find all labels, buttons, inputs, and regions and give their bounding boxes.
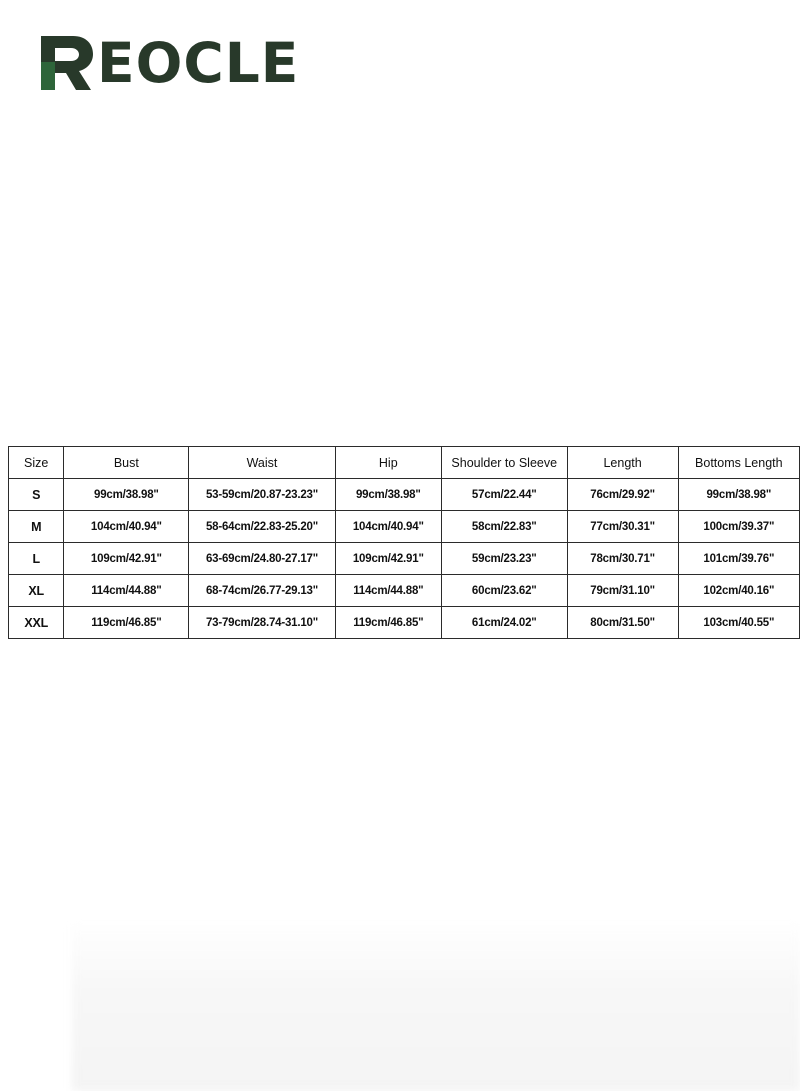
- waist-cell: 68-74cm/26.77-29.13": [189, 575, 335, 607]
- header-size: Size: [9, 447, 64, 479]
- blurred-background-area: [72, 925, 800, 1091]
- shoulder-to-sleeve-cell: 59cm/23.23": [441, 543, 567, 575]
- bust-cell: 114cm/44.88": [64, 575, 189, 607]
- length-cell: 76cm/29.92": [567, 479, 678, 511]
- table-row: [9, 479, 800, 511]
- shoulder-to-sleeve-cell: 60cm/23.62": [441, 575, 567, 607]
- shoulder-to-sleeve-cell: 58cm/22.83": [441, 511, 567, 543]
- bust-cell: 104cm/40.94": [64, 511, 189, 543]
- bottoms-length-cell: 100cm/39.37": [678, 511, 799, 543]
- header-hip: Hip: [335, 447, 441, 479]
- hip-cell: 104cm/40.94": [335, 511, 441, 543]
- brand-logo-r-icon: [37, 32, 95, 94]
- header-bottoms-length: Bottoms Length: [678, 447, 799, 479]
- size-chart-header-row: [9, 447, 800, 479]
- table-row: [9, 575, 800, 607]
- size-label: XL: [9, 575, 64, 607]
- table-row: [9, 543, 800, 575]
- shoulder-to-sleeve-cell: 61cm/24.02": [441, 607, 567, 639]
- header-bust: Bust: [64, 447, 189, 479]
- bottoms-length-cell: 103cm/40.55": [678, 607, 799, 639]
- brand-name: EOCLE: [97, 30, 300, 95]
- hip-cell: 99cm/38.98": [335, 479, 441, 511]
- header-shoulder-to-sleeve: Shoulder to Sleeve: [441, 447, 567, 479]
- length-cell: 80cm/31.50": [567, 607, 678, 639]
- header-length: Length: [567, 447, 678, 479]
- size-label: XXL: [9, 607, 64, 639]
- shoulder-to-sleeve-cell: 57cm/22.44": [441, 479, 567, 511]
- hip-cell: 114cm/44.88": [335, 575, 441, 607]
- waist-cell: 63-69cm/24.80-27.17": [189, 543, 335, 575]
- table-row: [9, 511, 800, 543]
- bust-cell: 119cm/46.85": [64, 607, 189, 639]
- waist-cell: 73-79cm/28.74-31.10": [189, 607, 335, 639]
- bust-cell: 99cm/38.98": [64, 479, 189, 511]
- waist-cell: 58-64cm/22.83-25.20": [189, 511, 335, 543]
- bottoms-length-cell: 99cm/38.98": [678, 479, 799, 511]
- brand-logo: [37, 31, 299, 95]
- bottoms-length-cell: 102cm/40.16": [678, 575, 799, 607]
- size-label: S: [9, 479, 64, 511]
- size-chart-table: [8, 446, 800, 639]
- bust-cell: 109cm/42.91": [64, 543, 189, 575]
- hip-cell: 119cm/46.85": [335, 607, 441, 639]
- bottoms-length-cell: 101cm/39.76": [678, 543, 799, 575]
- header-waist: Waist: [189, 447, 335, 479]
- hip-cell: 109cm/42.91": [335, 543, 441, 575]
- table-row: [9, 607, 800, 639]
- length-cell: 79cm/31.10": [567, 575, 678, 607]
- waist-cell: 53-59cm/20.87-23.23": [189, 479, 335, 511]
- size-label: L: [9, 543, 64, 575]
- size-label: M: [9, 511, 64, 543]
- length-cell: 77cm/30.31": [567, 511, 678, 543]
- length-cell: 78cm/30.71": [567, 543, 678, 575]
- size-chart: [0, 446, 800, 645]
